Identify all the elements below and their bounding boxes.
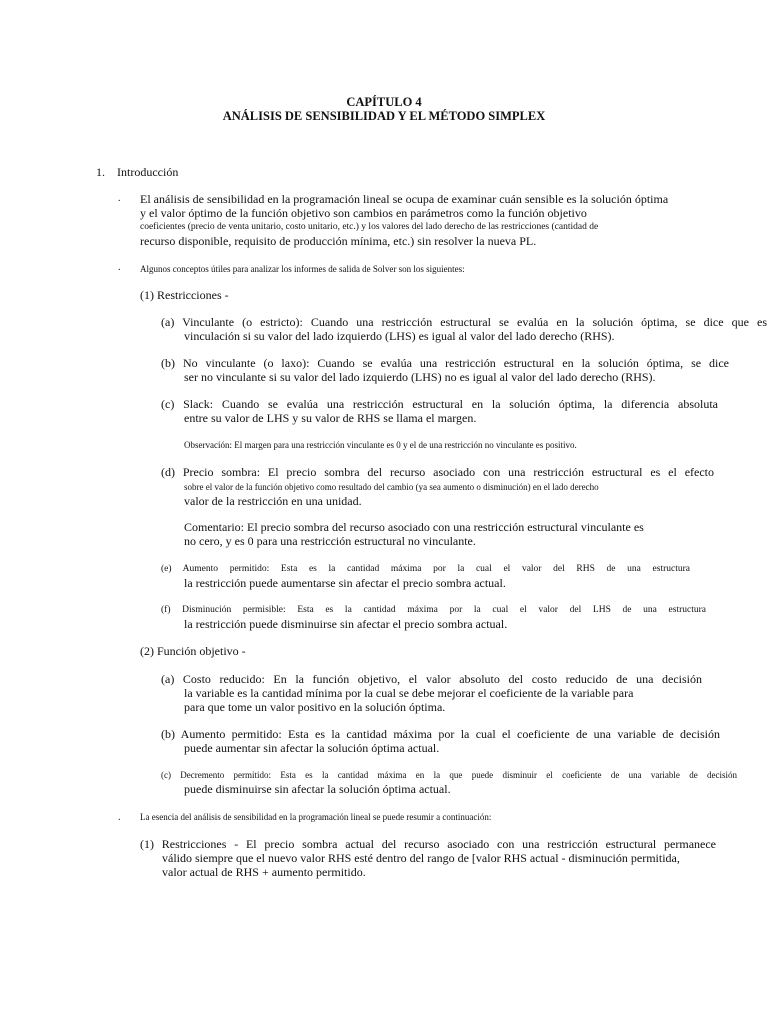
bullet-marker: . (118, 812, 121, 823)
item-line: puede disminuirse sin afectar la solución óptima actual. (184, 782, 451, 796)
item-line: (c) Decremento permitido: Esta es la cantidad máxima en la que puede disminuir el coeficiente de una variable de decisión (161, 770, 737, 780)
paragraph-line: coeficientes (precio de venta unitario, costo unitario, etc.) y los valores del lado derecho de las restricciones (cantidad de (140, 222, 599, 232)
item-line: vinculación si su valor del lado izquierdo (LHS) es igual al valor del lado derecho (RHS). (184, 329, 615, 343)
item-line: sobre el valor de la función objetivo como resultado del cambio (ya sea aumento o disminución) en el lado derecho (184, 482, 599, 492)
item-line: la variable es la cantidad mínima por la cual se debe mejorar el coeficiente de la variable para (184, 686, 634, 700)
item-line: la restricción puede aumentarse sin afectar el precio sombra actual. (184, 576, 506, 590)
section-number: 1. (96, 165, 105, 179)
item-line: valor de la restricción en una unidad. (184, 494, 362, 508)
paragraph-line: Algunos conceptos útiles para analizar los informes de salida de Solver son los siguientes: (140, 264, 465, 274)
item-line: para que tome un valor positivo en la solución óptima. (184, 700, 446, 714)
item-line: (f) Disminución permisible: Esta es la cantidad máxima por la cual el valor del LHS de una estructura (161, 605, 706, 615)
item-line: (d) Precio sombra: El precio sombra del recurso asociado con una restricción estructural es el efecto (161, 465, 714, 479)
summary-line: válido siempre que el nuevo valor RHS esté dentro del rango de [valor RHS actual - disminución permitida, (162, 851, 680, 865)
summary-line: (1) Restricciones - El precio sombra actual del recurso asociado con una restricción estructural permanece (140, 837, 716, 851)
chapter-title: ANÁLISIS DE SENSIBILIDAD Y EL MÉTODO SIMPLEX (222, 109, 546, 123)
item-line: ser no vinculante si su valor del lado izquierdo (LHS) no es igual al valor del lado derecho (RHS). (184, 370, 656, 384)
paragraph-line: y el valor óptimo de la función objetivo son cambios en parámetros como la función objetivo (140, 206, 587, 220)
paragraph-line: La esencia del análisis de sensibilidad en la programación lineal se puede resumir a continuación: (140, 812, 492, 822)
subsection-heading: (2) Función objetivo - (140, 644, 246, 658)
comment-line: Comentario: El precio sombra del recurso asociado con una restricción estructural vinculante es (184, 520, 644, 534)
bullet-marker: . (118, 262, 121, 273)
item-line: (c) Slack: Cuando se evalúa una restricción estructural en la solución óptima, la diferencia absoluta (161, 397, 718, 411)
comment-line: no cero, y es 0 para una restricción estructural no vinculante. (184, 534, 476, 548)
observation-note: Observación: El margen para una restricción vinculante es 0 y el de una restricción no vinculante es positivo. (184, 440, 577, 450)
item-line: (b) No vinculante (o laxo): Cuando se evalúa una restricción estructural en la solución óptima, se dice (161, 356, 729, 370)
item-line: (a) Costo reducido: En la función objetivo, el valor absoluto del costo reducido de una decisión (161, 672, 702, 686)
item-line: (b) Aumento permitido: Esta es la cantidad máxima por la cual el coeficiente de una variable de decisión (161, 727, 720, 741)
chapter-label: CAPÍTULO 4 (346, 95, 422, 109)
item-line: (a) Vinculante (o estricto): Cuando una restricción estructural se evalúa en la solución óptima, se dice que es (161, 315, 767, 329)
item-line: la restricción puede disminuirse sin afectar el precio sombra actual. (184, 617, 508, 631)
section-title: Introducción (117, 165, 179, 179)
paragraph-line: recurso disponible, requisito de producción mínima, etc.) sin resolver la nueva PL. (140, 234, 537, 248)
item-line: entre su valor de LHS y su valor de RHS se llama el margen. (184, 411, 477, 425)
item-line: (e) Aumento permitido: Esta es la cantidad máxima por la cual el valor del RHS de una estructura (161, 564, 690, 574)
subsection-heading: (1) Restricciones - (140, 288, 229, 302)
item-line: puede aumentar sin afectar la solución óptima actual. (184, 741, 440, 755)
summary-line: valor actual de RHS + aumento permitido. (162, 865, 366, 879)
bullet-marker: . (118, 193, 121, 204)
paragraph-line: El análisis de sensibilidad en la programación lineal se ocupa de examinar cuán sensible es la solución óptima (140, 192, 669, 206)
